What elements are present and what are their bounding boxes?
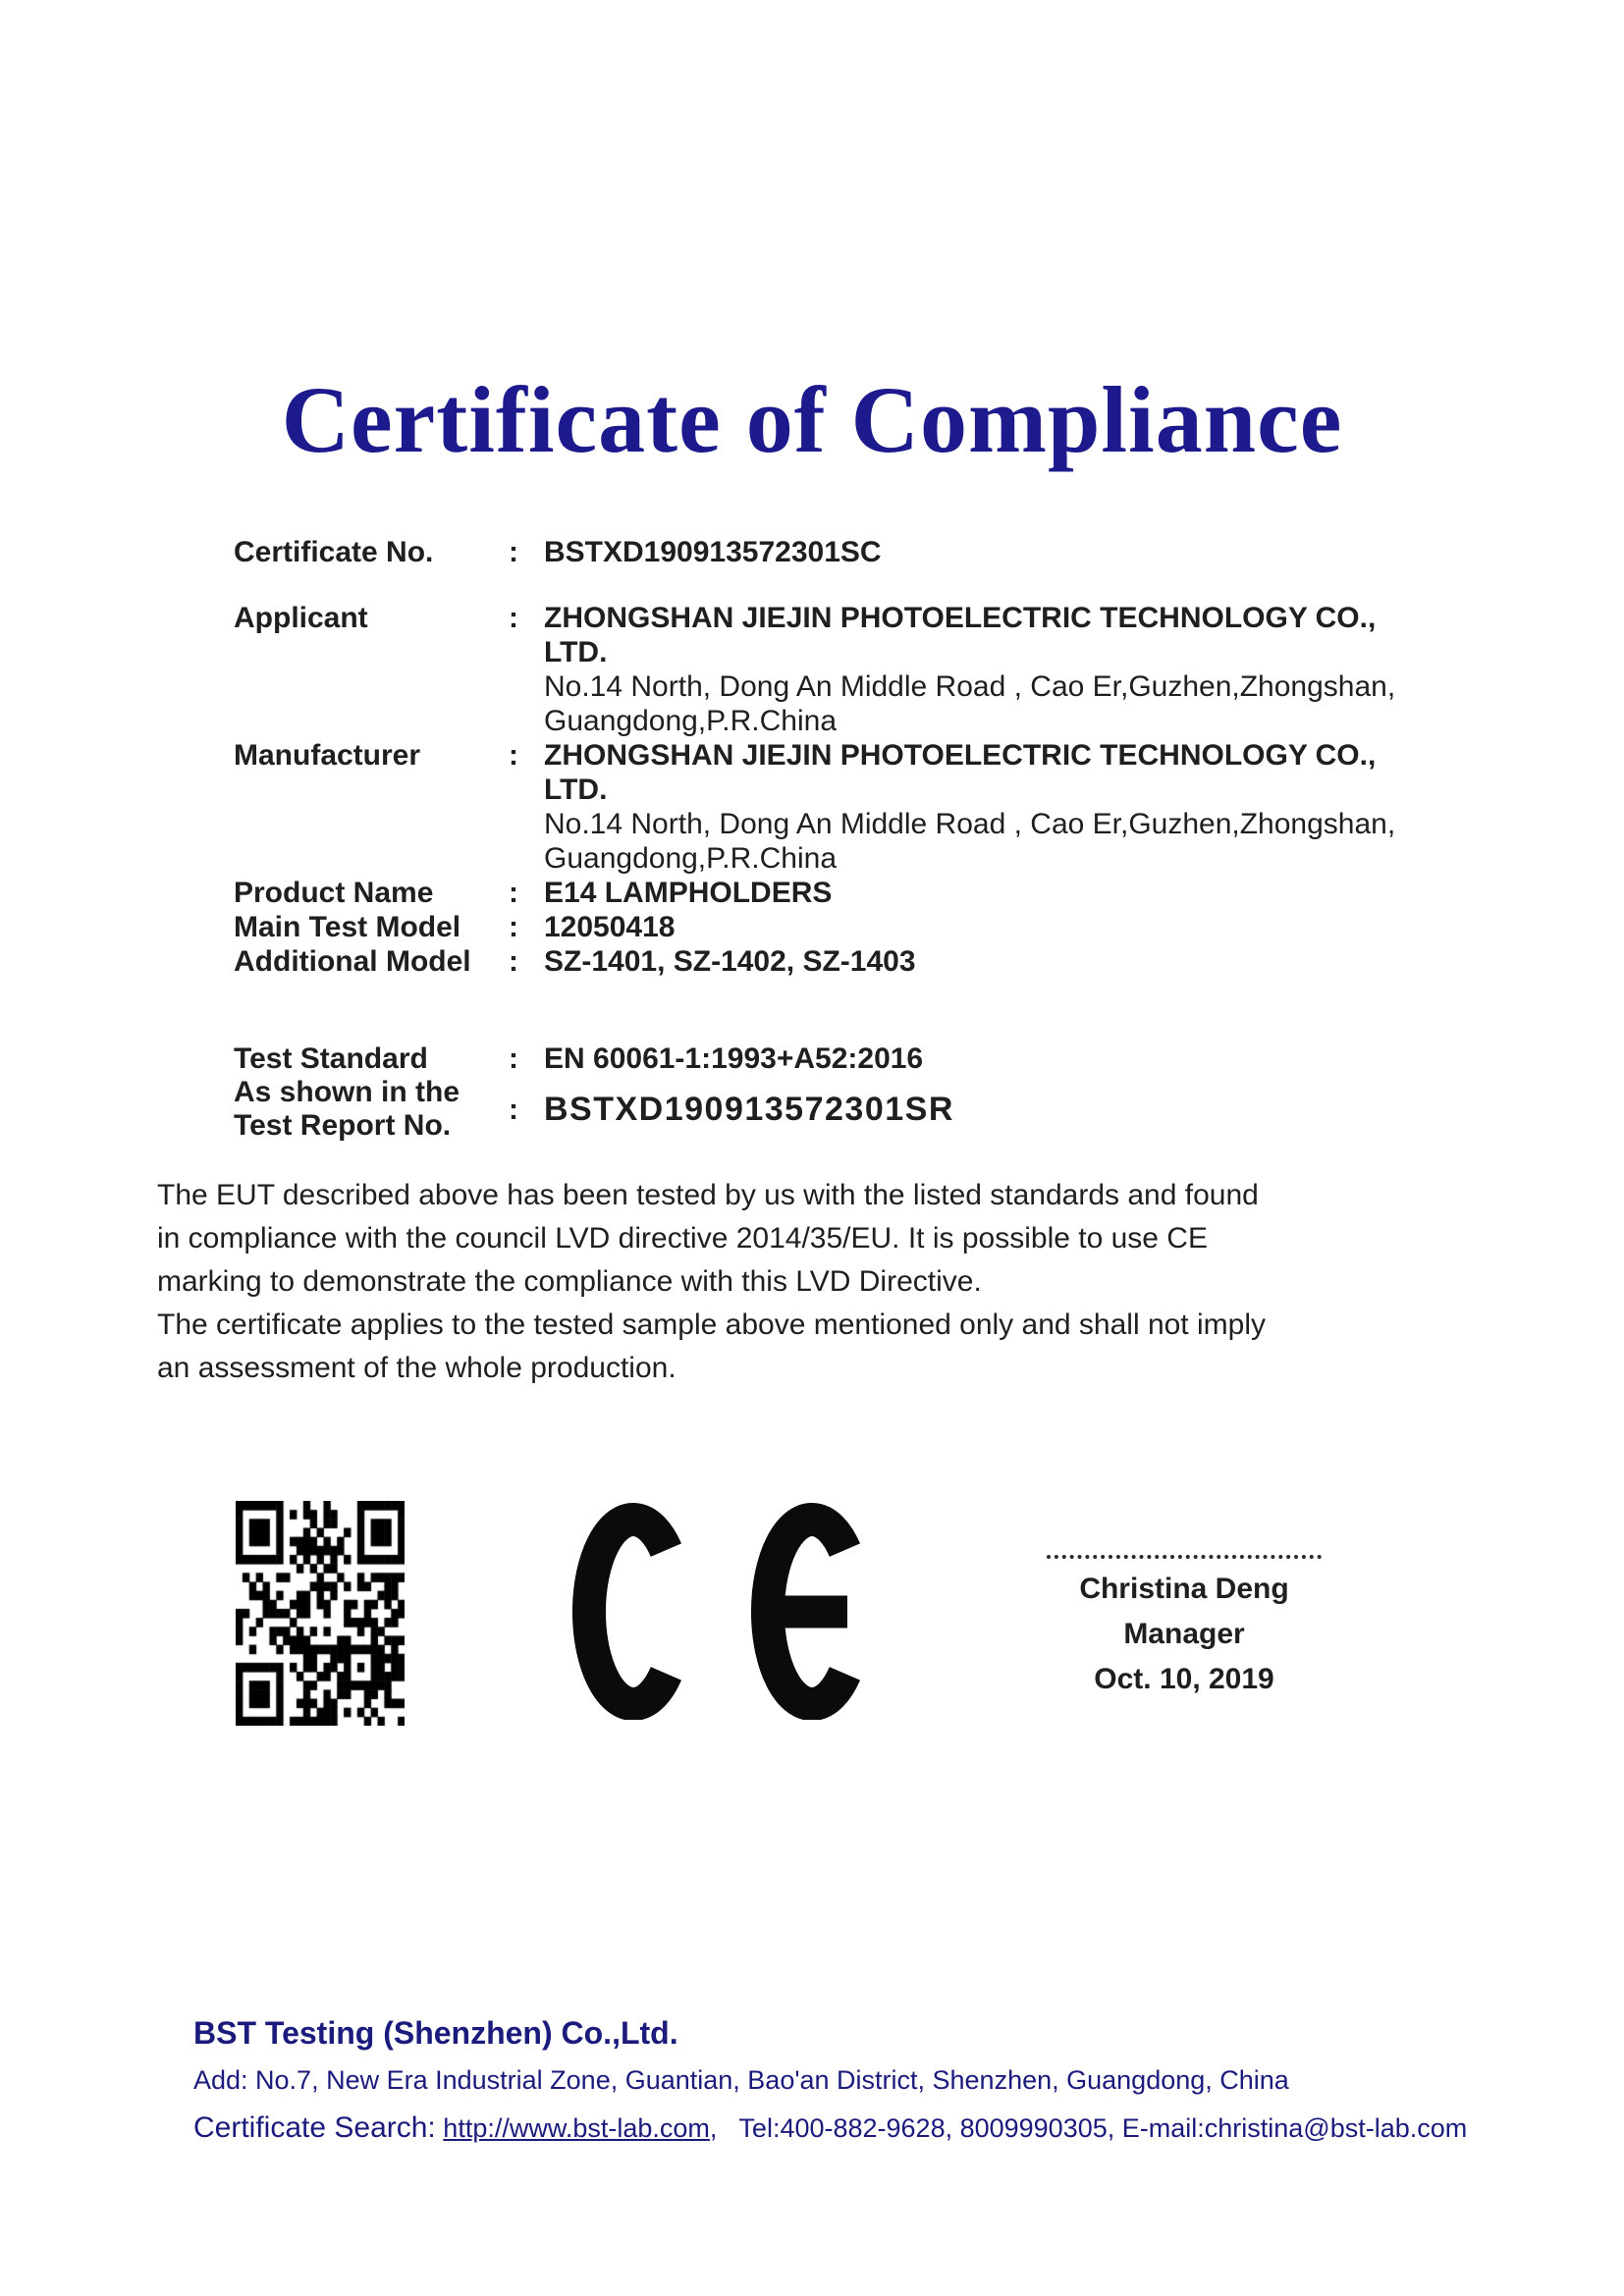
colon-separator: : xyxy=(509,536,518,568)
detail-label: Manufacturer xyxy=(234,739,421,772)
detail-label: Product Name xyxy=(234,877,434,909)
detail-row-manufacturer xyxy=(234,738,1432,876)
applicant-value xyxy=(544,601,1432,738)
detail-label: Additional Model xyxy=(234,945,471,978)
colon-separator: : xyxy=(509,1042,518,1075)
footer xyxy=(193,2015,1529,2145)
signature-dotted-line xyxy=(1047,1555,1322,1559)
signature-date: Oct. 10, 2019 xyxy=(1094,1663,1274,1695)
certificate-search-label: Certificate Search: xyxy=(193,2111,436,2144)
manufacturer-name-line2: LTD. xyxy=(544,774,608,806)
applicant-name-line1: ZHONGSHAN JIEJIN PHOTOELECTRIC TECHNOLOGY CO., xyxy=(544,602,1377,634)
applicant-address-line1: No.14 North, Dong An Middle Road , Cao Er,Guzhen,Zhongshan, xyxy=(544,670,1396,703)
detail-row-test-report xyxy=(234,1076,1432,1143)
detail-row-additional-model xyxy=(234,944,1432,979)
applicant-address-line2: Guangdong,P.R.China xyxy=(544,705,838,737)
additional-model-value: SZ-1401, SZ-1402, SZ-1403 xyxy=(544,945,916,978)
test-report-number-value: BSTXD190913572301SR xyxy=(544,1090,954,1128)
test-report-label-line2: Test Report No. xyxy=(234,1109,452,1142)
test-standard-value: EN 60061-1:1993+A52:2016 xyxy=(544,1042,924,1075)
statement-line: The certificate applies to the tested sample above mentioned only and shall not imply xyxy=(157,1308,1266,1341)
detail-row-certificate-no xyxy=(234,535,1432,569)
detail-row-test-standard xyxy=(234,1041,1432,1076)
statement-line: in compliance with the council LVD directive 2014/35/EU. It is possible to use CE xyxy=(157,1222,1208,1255)
ce-mark-icon xyxy=(572,1502,874,1720)
certificate-search-url[interactable]: http://www.bst-lab.com xyxy=(443,2113,710,2143)
colon-separator: : xyxy=(509,945,518,978)
main-test-model-value: 12050418 xyxy=(544,911,676,943)
certificate-statement xyxy=(157,1174,1532,1390)
manufacturer-value xyxy=(544,738,1432,876)
manufacturer-address-line1: No.14 North, Dong An Middle Road , Cao Er,Guzhen,Zhongshan, xyxy=(544,808,1396,840)
manufacturer-address-line2: Guangdong,P.R.China xyxy=(544,842,838,875)
certificate-title: Certificate of Compliance xyxy=(281,367,1343,472)
qr-code xyxy=(236,1501,405,1726)
detail-row-applicant xyxy=(234,601,1432,738)
detail-label: Applicant xyxy=(234,602,368,634)
colon-separator: : xyxy=(509,1093,518,1126)
statement-line: marking to demonstrate the compliance with this LVD Directive. xyxy=(157,1265,982,1298)
product-name-value: E14 LAMPHOLDERS xyxy=(544,877,833,909)
detail-row-main-test-model xyxy=(234,910,1432,944)
footer-address: Add: No.7, New Era Industrial Zone, Guantian, Bao'an District, Shenzhen, Guangdong, China xyxy=(193,2065,1289,2095)
colon-separator: : xyxy=(509,877,518,909)
test-report-label-line1: As shown in the xyxy=(234,1076,460,1108)
certificate-details xyxy=(234,535,1432,1143)
detail-label: Main Test Model xyxy=(234,911,461,943)
manufacturer-name-line1: ZHONGSHAN JIEJIN PHOTOELECTRIC TECHNOLOGY CO., xyxy=(544,739,1377,772)
certificate-search-contact: , Tel:400-882-9628, 8009990305, E-mail:christina@bst-lab.com xyxy=(709,2113,1468,2143)
signatory-name: Christina Deng xyxy=(1079,1573,1289,1605)
statement-line: an assessment of the whole production. xyxy=(157,1352,677,1384)
detail-label xyxy=(234,1076,509,1143)
signatory-title: Manager xyxy=(1123,1618,1245,1650)
detail-row-product-name xyxy=(234,876,1432,910)
detail-label: Certificate No. xyxy=(234,536,434,568)
statement-line: The EUT described above has been tested by us with the listed standards and found xyxy=(157,1179,1259,1211)
detail-label: Test Standard xyxy=(234,1042,428,1075)
colon-separator: : xyxy=(509,911,518,943)
applicant-name-line2: LTD. xyxy=(544,636,608,668)
signature-block xyxy=(1037,1555,1331,1696)
footer-company-name: BST Testing (Shenzhen) Co.,Ltd. xyxy=(193,2015,678,2051)
certificate-number-value: BSTXD190913572301SC xyxy=(544,536,882,568)
certificate-search-line xyxy=(193,2111,1529,2145)
colon-separator: : xyxy=(509,602,518,634)
colon-separator: : xyxy=(509,739,518,772)
